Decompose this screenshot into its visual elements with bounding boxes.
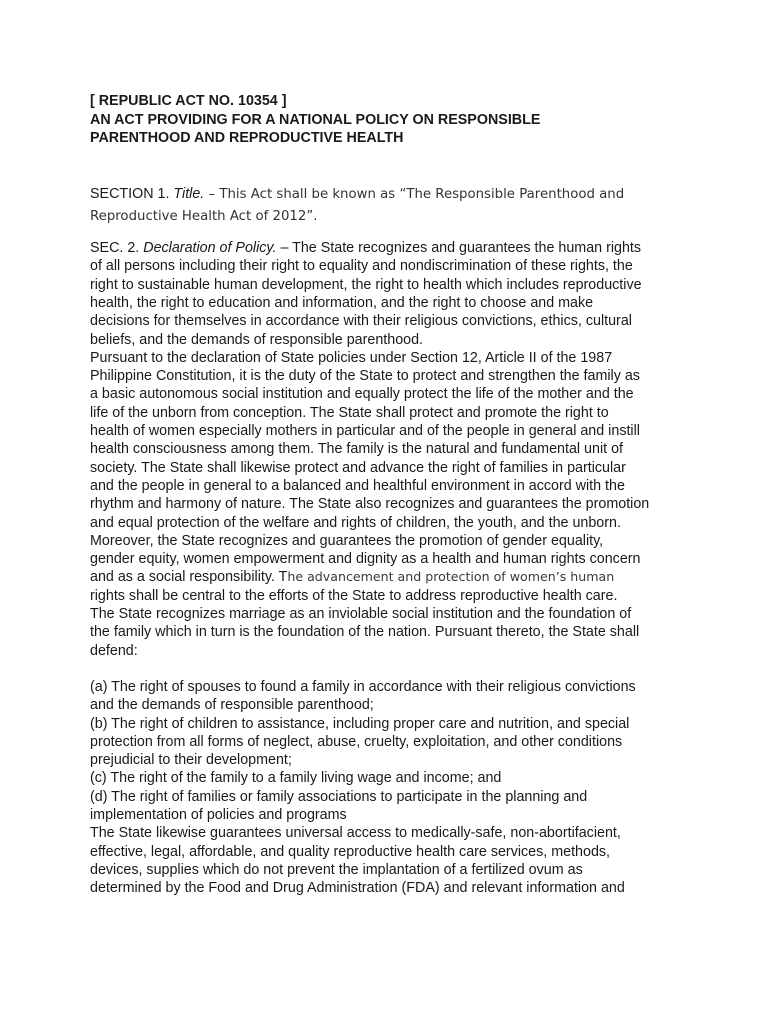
section-2-paragraph-5: The State likewise guarantees universal access to medically-safe, non-abortifacient, effective, legal, affordable, and quality reproductive health care services, methods, devices, supplies which do not prevent the implantation of a fertilized ovum as determined by the Food and Drug Administration (FDA) and relevant information and xyxy=(90,825,625,897)
section-1-title: Title. xyxy=(173,186,205,203)
section-2 xyxy=(90,239,650,897)
paragraph-3-part-2: he advancement and protection of women’s human xyxy=(287,569,615,585)
list-item-b: (b) The right of children to assistance, including proper care and nutrition, and special protection from all forms of neglect, abuse, cruelty, exploitation, and other conditions prejudicial to their development; xyxy=(90,715,630,769)
section-1 xyxy=(90,184,650,227)
list-item-d: (d) The right of families or family associations to participate in the planning and implementation of policies and programs xyxy=(90,788,588,824)
section-2-paragraph-2: Pursuant to the declaration of State policies under Section 12, Article II of the 1987 Philippine Constitution, it is the duty of the State to protect and strengthen the family as a basic autonomous social institution and equally protect the life of the mother and the life of the unborn from conception. The State shall protect and promote the right to health of women especially mothers in particular and of the people in general and instill health consciousness among them. The family is the natural and fundamental unit of society. The State shall likewise protect and advance the right of families in particular and the people in general to a balanced and healthful environment in accord with the rhythm and harmony of nature. The State also recognizes and guarantees the promotion and equal protection of the welfare and rights of children, the youth, and the unborn. xyxy=(90,349,650,531)
section-2-paragraph-1-text: – The State recognizes and guarantees the human rights of all persons including their right to equality and nondiscrimination of these rights, the right to sustainable human development, the right to health which includes reproductive health, the right to education and information, and the right to choose and make decisions for themselves in accordance with their religious convictions, ethics, cultural beliefs, and the demands of responsible parenthood. xyxy=(90,240,642,348)
document-page xyxy=(90,92,650,898)
document-header xyxy=(90,92,650,148)
act-number: [ REPUBLIC ACT NO. 10354 ] xyxy=(90,93,287,109)
paragraph-3-part-3: rights shall be central to the efforts of the State to address reproductive health care. xyxy=(90,587,618,604)
section-2-paragraph-1 xyxy=(90,239,650,349)
section-1-label: SECTION 1. xyxy=(90,186,174,203)
act-title-line-1: AN ACT PROVIDING FOR A NATIONAL POLICY ON RESPONSIBLE xyxy=(90,111,541,128)
section-2-paragraph-4: The State recognizes marriage as an inviolable social institution and the foundation of the family which in turn is the foundation of the nation. Pursuant thereto, the State shall defend: xyxy=(90,606,640,659)
section-1-text: – This Act shall be known as “The Responsible Parenthood and Reproductive Health Act of 2012”. xyxy=(90,187,625,224)
list-item-c: (c) The right of the family to a family living wage and income; and xyxy=(90,770,502,787)
list-item-a: (a) The right of spouses to found a family in accordance with their religious convictions and the demands of responsible parenthood; xyxy=(90,678,636,714)
paragraph-gap xyxy=(90,660,650,678)
paragraph-3-part-1: Moreover, the State recognizes and guarantees the promotion of gender equality, gender equity, women empowerment and dignity as a health and human rights concern and as a social responsibility. T xyxy=(90,532,641,586)
section-2-label: SEC. 2. xyxy=(90,240,144,257)
act-title-line-2: PARENTHOOD AND REPRODUCTIVE HEALTH xyxy=(90,130,404,147)
section-2-paragraph-3 xyxy=(90,532,650,605)
section-2-title: Declaration of Policy. xyxy=(143,240,277,257)
